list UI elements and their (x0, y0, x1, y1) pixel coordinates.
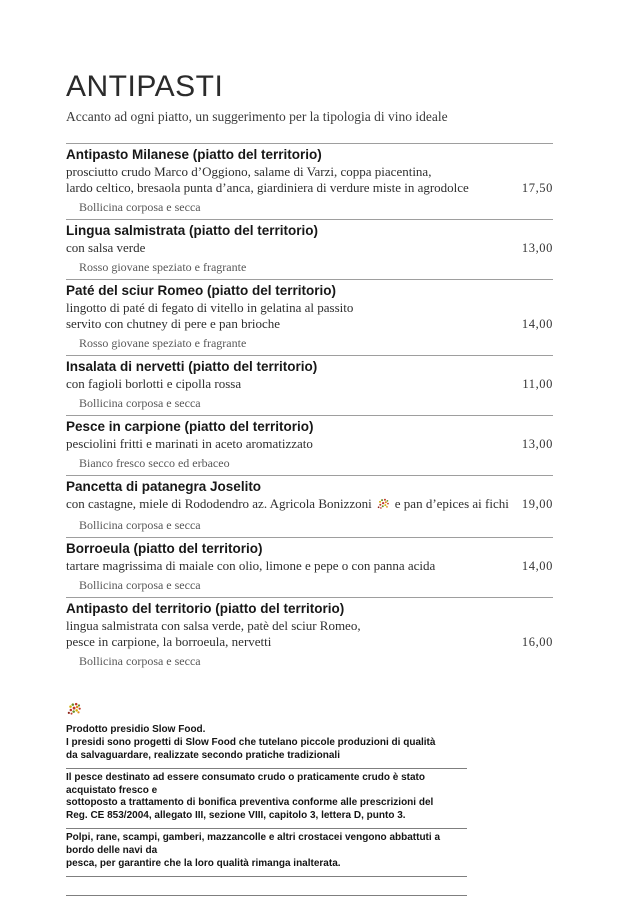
price: 16,00 (521, 635, 553, 649)
price: 11,00 (522, 377, 553, 391)
page-title: ANTIPASTI (66, 70, 224, 103)
wine-suggestion: Bollicina corposa e secca (79, 200, 201, 214)
dish-description-text: con salsa verde (66, 240, 146, 255)
footer-note-line: sottoposto a trattamento di bonifica preventiva conforme alle prescrizioni del (66, 797, 434, 809)
dish-description-line (66, 496, 553, 514)
menu-item-pancetta-di-patanegra (66, 475, 553, 537)
dish-description-pre: con castagne, miele di Rododendro az. Agricola Bonizzoni (66, 496, 372, 511)
dish-description-text (66, 496, 517, 514)
footer-note-line: Polpi, rane, scampi, gamberi, mazzancolle e altri crostacei vengono abbattuti a bordo delle navi da (66, 832, 440, 857)
dish-name: Pancetta di patanegra Joselito (66, 479, 262, 494)
dish-description-line (66, 376, 553, 392)
wine-suggestion: Rosso giovane speziato e fragrante (79, 336, 247, 350)
page-subtitle: Accanto ad ogni piatto, un suggerimento per la tipologia di vino ideale (66, 109, 448, 124)
menu-item-insalata-di-nervetti (66, 355, 553, 415)
wine-suggestion: Bollicina corposa e secca (79, 578, 201, 592)
wine-suggestion: Bollicina corposa e secca (79, 654, 201, 668)
menu-item-antipasto-milanese (66, 143, 553, 219)
footer-note-line: pesca, per garantire che la loro qualità rimanga inalterata. (66, 858, 341, 870)
dish-name: Pesce in carpione (piatto del territorio) (66, 419, 314, 434)
price: 14,00 (521, 559, 553, 573)
wine-suggestion: Rosso giovane speziato e fragrante (79, 260, 247, 274)
menu-item-pesce-in-carpione (66, 415, 553, 475)
footer-note-slow-food (66, 697, 467, 769)
price: 19,00 (521, 497, 553, 511)
footer-divider (66, 877, 467, 896)
dish-description-line: prosciutto crudo Marco d’Oggiono, salame di Varzi, coppa piacentina, (66, 164, 432, 179)
menu-list (66, 143, 553, 673)
menu-item-borroeula (66, 537, 553, 597)
menu-item-pate-del-sciur-romeo (66, 279, 553, 355)
dish-description-line (66, 558, 553, 574)
menu-content (66, 0, 553, 905)
dish-description-text: lardo celtico, bresaola punta d’anca, giardiniera di verdure miste in agrodolce (66, 180, 469, 195)
footer-notes (66, 697, 467, 896)
wine-suggestion: Bianco fresco secco ed erbaceo (79, 456, 230, 470)
wine-suggestion: Bollicina corposa e secca (79, 518, 201, 532)
dish-name: Lingua salmistrata (piatto del territorio) (66, 223, 319, 238)
footer-note-line: Reg. CE 853/2004, allegato III, sezione VIII, capitolo 3, lettera D, punto 3. (66, 810, 406, 822)
footer-note-raw-fish (66, 769, 467, 830)
dish-description-line (66, 436, 553, 452)
footer-note-line: Prodotto presidio Slow Food. (66, 723, 206, 735)
dish-description-post: e pan d’epices ai fichi (394, 496, 509, 511)
dish-name: Insalata di nervetti (piatto del territorio) (66, 359, 318, 374)
dish-description-text: pesce in carpione, la borroeula, nervetti (66, 634, 272, 649)
price: 14,00 (521, 317, 553, 331)
wine-suggestion: Bollicina corposa e secca (79, 396, 201, 410)
dish-description-line (66, 634, 553, 650)
menu-item-lingua-salmistrata (66, 219, 553, 279)
price: 17,50 (521, 181, 553, 195)
slow-food-snail-icon (66, 701, 467, 721)
dish-description-text: pesciolini fritti e marinati in aceto aromatizzato (66, 436, 313, 451)
dish-description-line (66, 316, 553, 332)
dish-description-text: servito con chutney di pere e pan brioche (66, 316, 281, 331)
dish-name: Antipasto Milanese (piatto del territorio) (66, 147, 322, 162)
dish-description-line (66, 180, 553, 196)
dish-description-line: lingua salmistrata con salsa verde, patè del sciur Romeo, (66, 618, 361, 633)
dish-name: Borroeula (piatto del territorio) (66, 541, 263, 556)
menu-item-antipasto-del-territorio (66, 597, 553, 673)
price: 13,00 (521, 437, 553, 451)
dish-name: Paté del sciur Romeo (piatto del territorio) (66, 283, 337, 298)
footer-note-line: da salvaguardare, realizzate secondo pratiche tradizionali (66, 749, 340, 761)
footer-note-line: Il pesce destinato ad essere consumato crudo o praticamente crudo è stato acquistato fresco e (66, 771, 425, 796)
dish-name: Antipasto del territorio (piatto del territorio) (66, 601, 345, 616)
slow-food-snail-icon (376, 497, 391, 514)
footer-note-line: I presidi sono progetti di Slow Food che tutelano piccole produzioni di qualità (66, 736, 436, 748)
dish-description-line (66, 240, 553, 256)
dish-description-text: con fagioli borlotti e cipolla rossa (66, 376, 242, 391)
price: 13,00 (521, 241, 553, 255)
dish-description-text: tartare magrissima di maiale con olio, limone e pepe o con panna acida (66, 558, 436, 573)
footer-note-crustaceans (66, 829, 467, 877)
dish-description-line: lingotto di paté di fegato di vitello in gelatina al passito (66, 300, 354, 315)
